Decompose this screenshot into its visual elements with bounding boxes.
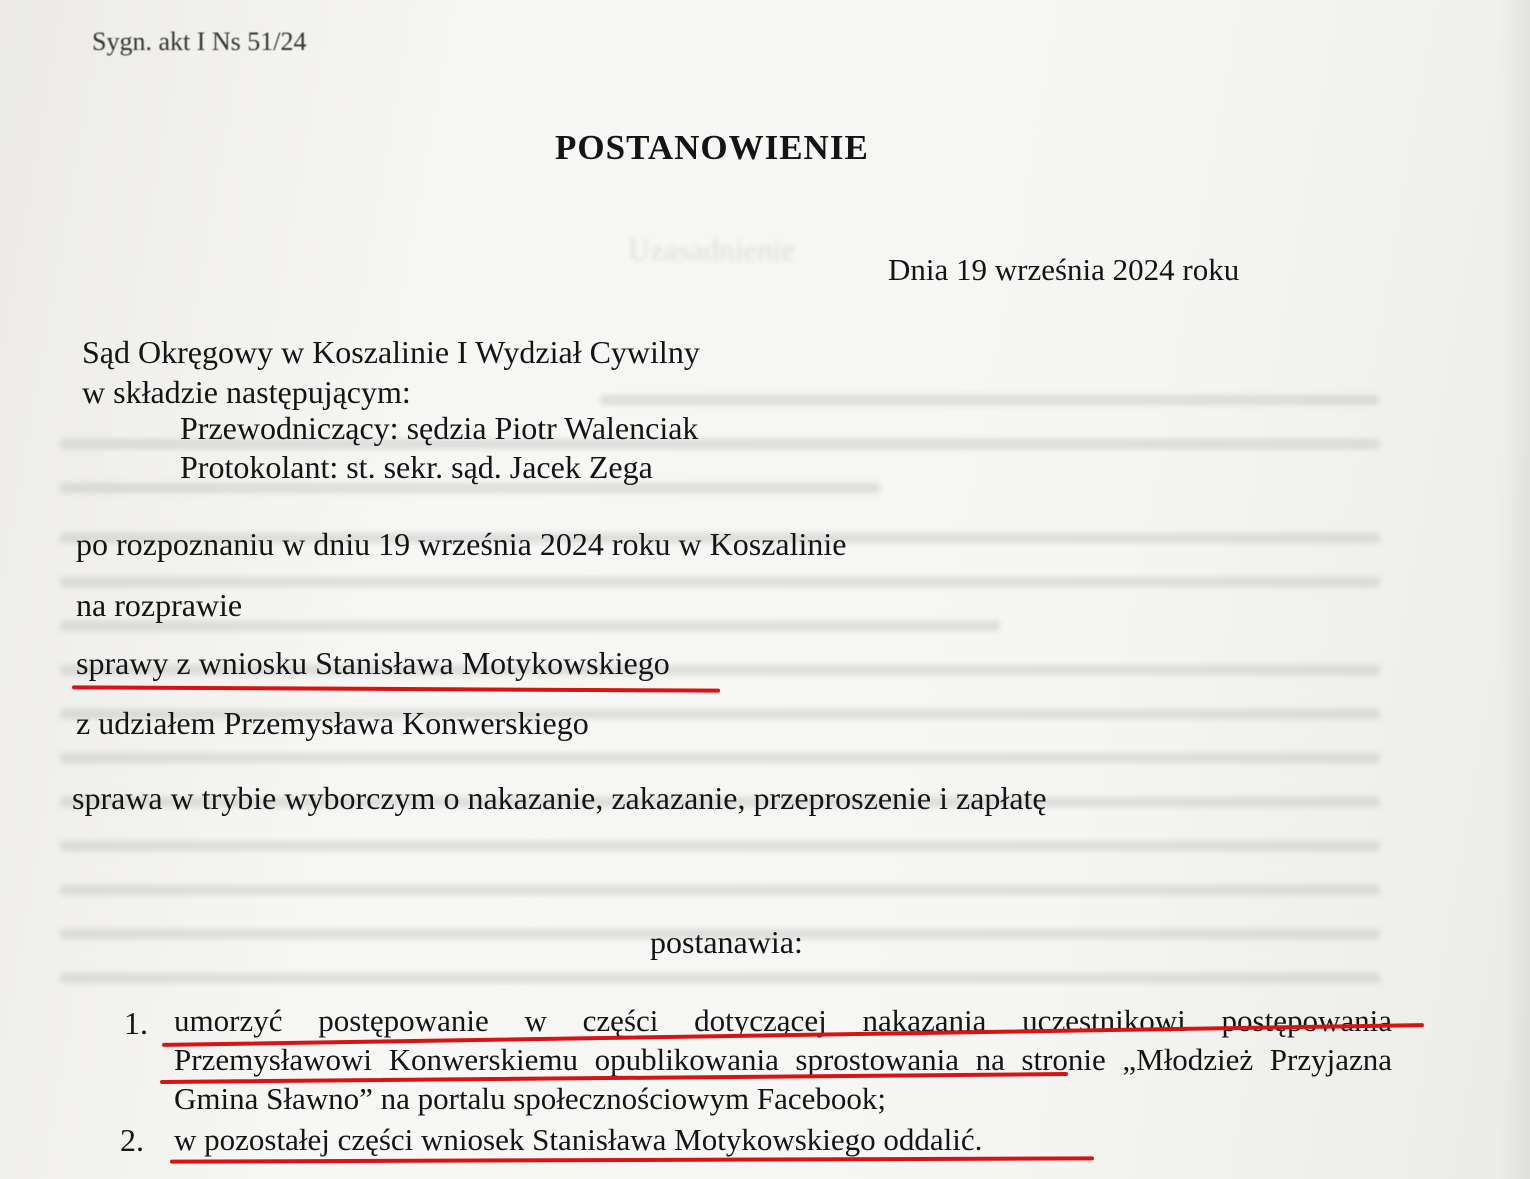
decision-item: w pozostałej części wniosek Stanisława Motykowskiego oddalić.: [174, 1122, 983, 1157]
document-title: POSTANOWIENIE: [555, 128, 869, 167]
item-number: 2.: [120, 1122, 144, 1158]
participant-line: z udziałem Przemysława Konwerskiego: [76, 705, 589, 741]
decision-item: umorzyć postępowanie w części dotyczącej nakazania uczestnikowi postępowania Przemysławowi Konwerskiemu opublikowania sprostowania na stronie „Młodzież Przyjazna Gmina Sławno” na portalu społecznościowym Facebook;: [174, 1003, 1392, 1116]
decision-heading: postanawia:: [650, 924, 803, 960]
case-signature: Sygn. akt I Ns 51/24: [92, 27, 307, 56]
hearing-type-line: na rozprawie: [76, 587, 243, 623]
court-name: Sąd Okręgowy w Koszalinie I Wydział Cywilny: [82, 334, 700, 370]
case-type-line: sprawa w trybie wyborczym o nakazanie, zakazanie, przeproszenie i zapłatę: [72, 780, 1047, 816]
page-edge-shadow: [1500, 0, 1530, 1179]
item-number: 1.: [124, 1005, 148, 1041]
date-line: Dnia 19 września 2024 roku: [888, 252, 1240, 287]
clerk-line: Protokolant: st. sekr. sąd. Jacek Zega: [180, 449, 653, 485]
show-through-heading: Uzasadnienie: [628, 232, 795, 267]
case-applicant-line: sprawy z wniosku Stanisława Motykowskiego: [76, 645, 670, 681]
chairman-line: Przewodniczący: sędzia Piotr Walenciak: [180, 410, 699, 446]
composition-label: w składzie następującym:: [82, 374, 411, 410]
hearing-date-line: po rozpoznaniu w dniu 19 września 2024 roku w Koszalinie: [76, 526, 847, 562]
